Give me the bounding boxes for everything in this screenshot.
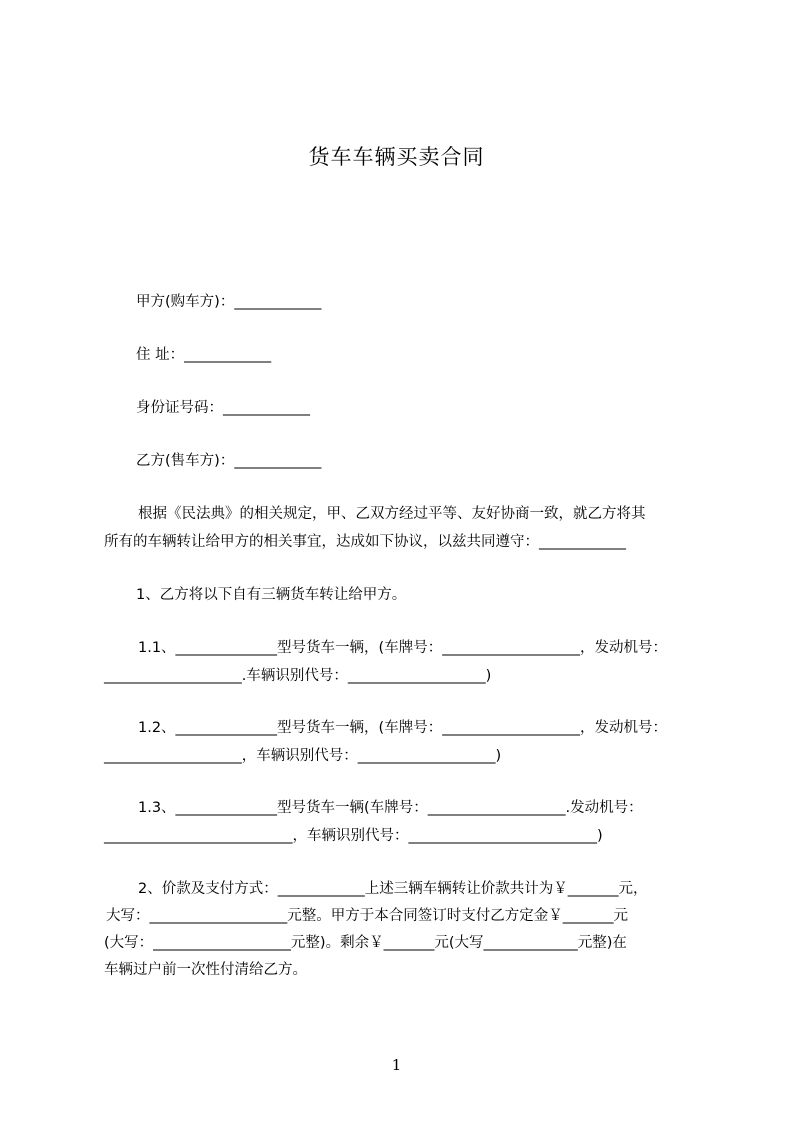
preamble-line-2: 所有的车辆转让给甲方的相关事宜，达成如下协议，以兹共同遵守：____________ (104, 534, 626, 550)
clause-2-line-2: 大写：___________________元整。甲方于本合同签订时支付乙方定金￥_______元 (106, 908, 628, 924)
page-title: 货车车辆买卖合同 (308, 145, 485, 169)
clause-1-3-line-2: __________________________，车辆识别代号：__________________________) (104, 828, 603, 844)
seller-line: 乙方(售车方)：____________ (136, 453, 322, 469)
clause-2-line-3: (大写：___________________元整)。剩余￥_______元(大写_____________元整)在 (104, 935, 627, 951)
buyer-line: 甲方(购车方)：____________ (136, 294, 322, 310)
clause-1: 1、乙方将以下自有三辆货车转让给甲方。 (136, 587, 407, 603)
id-number-line: 身份证号码：____________ (136, 400, 310, 416)
page-number: 1 (391, 1056, 402, 1074)
clause-1-1-line-1: 1.1、______________型号货车一辆，(车牌号：___________________，发动机号： (138, 640, 667, 656)
clause-2-line-1: 2、价款及支付方式：____________上述三辆车辆转让价款共计为￥_______元， (138, 881, 648, 897)
address-line: 住 址：____________ (136, 347, 272, 363)
preamble-line-1: 根据《民法典》的相关规定，甲、乙双方经过平等、友好协商一致，就乙方将其 (138, 506, 646, 522)
clause-1-3-line-1: 1.3、______________型号货车一辆(车牌号：___________________.发动机号： (138, 800, 643, 816)
clause-2-line-4: 车辆过户前一次性付清给乙方。 (104, 962, 307, 978)
clause-1-1-line-2: ___________________.车辆识别代号：___________________) (104, 668, 492, 684)
clause-1-2-line-2: ___________________，车辆识别代号：___________________) (104, 748, 502, 764)
clause-1-2-line-1: 1.2、______________型号货车一辆，(车牌号：___________________，发动机号： (138, 720, 667, 736)
